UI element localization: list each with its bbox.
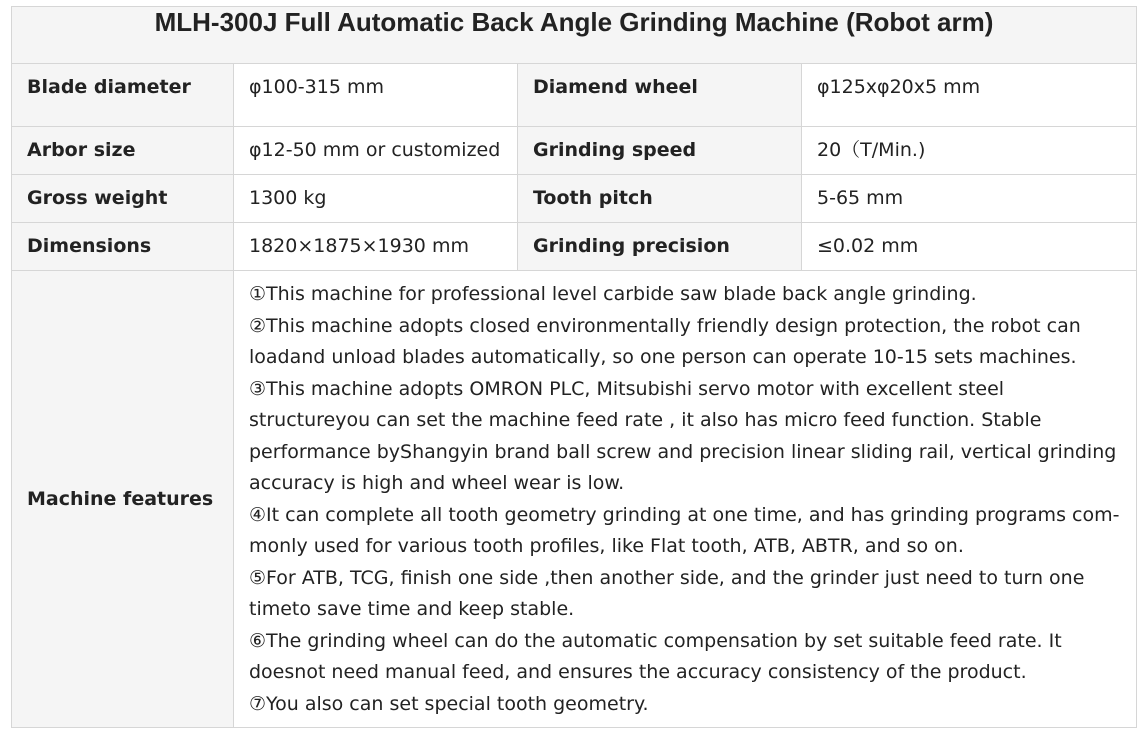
tooth-pitch-value: 5-65 mm [802, 175, 1137, 223]
arbor-size-value: φ12-50 mm or customized [234, 127, 518, 175]
feature-item: ②This machine adopts closed environmentally friendly design protection, the robot can loadand unload blades automatically, so one person can operate 10-15 sets machines. [249, 314, 1081, 368]
spec-table [11, 6, 1137, 728]
grinding-speed-label: Grinding speed [518, 127, 802, 175]
blade-diameter-label: Blade diameter [12, 64, 234, 127]
table-row [12, 223, 1137, 271]
grinding-precision-label: Grinding precision [518, 223, 802, 271]
table-row [12, 175, 1137, 223]
table-title: MLH-300J Full Automatic Back Angle Grinding Machine (Robot arm) [12, 7, 1137, 64]
feature-item: ④It can complete all tooth geometry grinding at one time, and has grinding programs com-monly used for various tooth profiles, like Flat tooth, ATB, ABTR, and so on. [249, 503, 1120, 557]
dimensions-label: Dimensions [12, 223, 234, 271]
grinding-precision-value: ≤0.02 mm [802, 223, 1137, 271]
machine-features-label: Machine features [12, 271, 234, 728]
table-row [12, 64, 1137, 127]
feature-item: ⑤For ATB, TCG, finish one side ,then another side, and the grinder just need to turn one timeto save time and keep stable. [249, 566, 1085, 620]
table-row [12, 271, 1137, 728]
feature-item: ③This machine adopts OMRON PLC, Mitsubishi servo motor with excellent steel structureyou can set the machine feed rate , it also has micro feed function. Stable performance byShangyin brand ball screw and precision linear sliding rail, vertical grinding accuracy is high and wheel wear is low. [249, 377, 1117, 494]
gross-weight-value: 1300 kg [234, 175, 518, 223]
tooth-pitch-label: Tooth pitch [518, 175, 802, 223]
feature-item: ⑦You also can set special tooth geometry. [249, 692, 649, 715]
feature-item: ⑥The grinding wheel can do the automatic compensation by set suitable feed rate. It doesnot need manual feed, and ensures the accuracy consistency of the product. [249, 629, 1062, 683]
diamond-wheel-label: Diamend wheel [518, 64, 802, 127]
feature-item: ①This machine for professional level carbide saw blade back angle grinding. [249, 283, 977, 305]
arbor-size-label: Arbor size [12, 127, 234, 175]
machine-features-list [234, 271, 1137, 728]
blade-diameter-value: φ100-315 mm [234, 64, 518, 127]
grinding-speed-value: 20（T/Min.) [802, 127, 1137, 175]
table-row [12, 127, 1137, 175]
gross-weight-label: Gross weight [12, 175, 234, 223]
dimensions-value: 1820×1875×1930 mm [234, 223, 518, 271]
diamond-wheel-value: φ125xφ20x5 mm [802, 64, 1137, 127]
